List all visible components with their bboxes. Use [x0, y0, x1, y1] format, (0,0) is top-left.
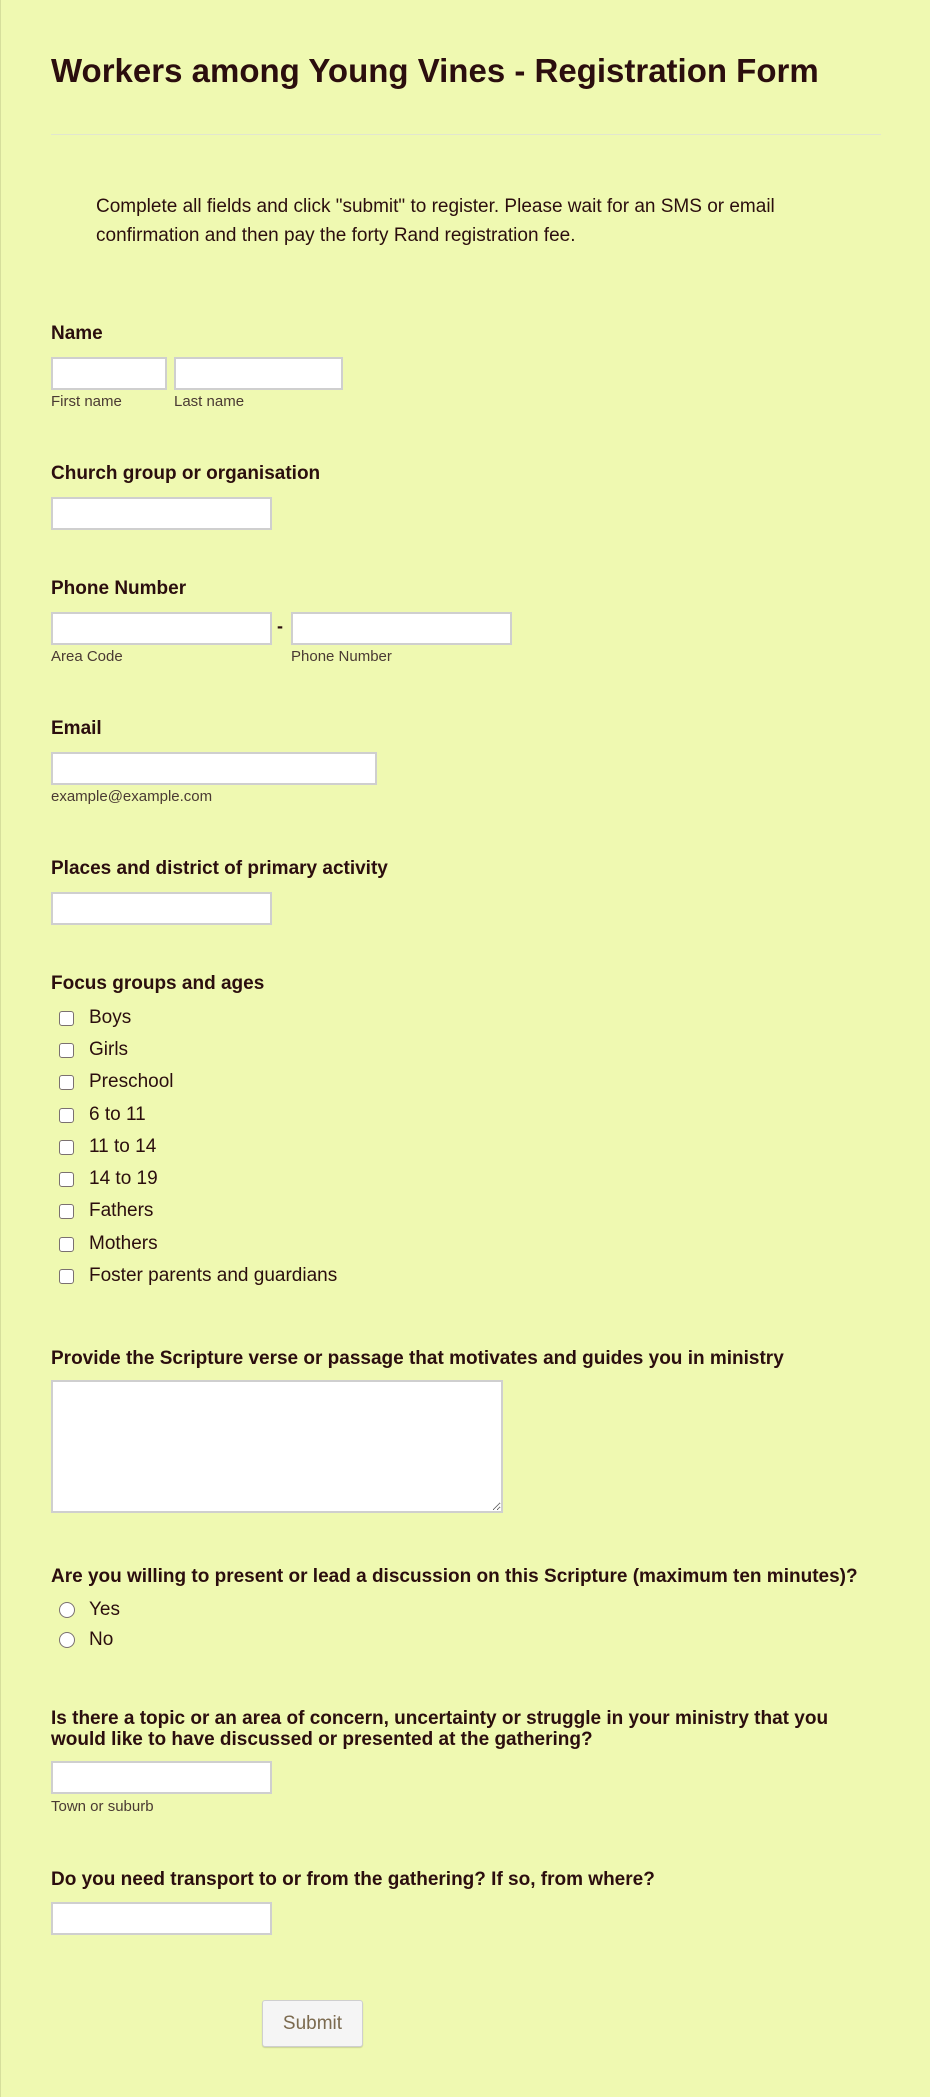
checkbox-option-girls[interactable]: [59, 1038, 128, 1062]
email-input[interactable]: [51, 752, 377, 785]
first-name-sublabel: First name: [51, 393, 122, 410]
option-label: Mothers: [89, 1233, 158, 1254]
checkbox[interactable]: [59, 1075, 74, 1090]
area-code-input[interactable]: [51, 612, 272, 645]
checkbox[interactable]: [59, 1237, 74, 1252]
submit-button[interactable]: Submit: [262, 2000, 363, 2047]
church-label: Church group or organisation: [51, 463, 321, 484]
phone-number-input[interactable]: [291, 612, 512, 645]
first-name-input[interactable]: [51, 357, 167, 390]
option-label: Girls: [89, 1039, 129, 1060]
checkbox-option-foster-parents[interactable]: [59, 1264, 337, 1288]
transport-label: Do you need transport to or from the gathering? If so, from where?: [51, 1869, 655, 1890]
checkbox[interactable]: [59, 1043, 74, 1058]
page-title: Workers among Young Vines - Registration Form: [51, 52, 819, 89]
radio-button[interactable]: [59, 1602, 75, 1618]
radio-option-yes[interactable]: [59, 1598, 120, 1622]
checkbox[interactable]: [59, 1140, 74, 1155]
radio-button[interactable]: [59, 1632, 75, 1648]
name-label: Name: [51, 323, 103, 344]
topic-sublabel: Town or suburb: [51, 1798, 154, 1815]
checkbox-option-14-to-19[interactable]: [59, 1167, 158, 1191]
email-label: Email: [51, 718, 102, 739]
transport-input[interactable]: [51, 1902, 272, 1935]
scripture-label: Provide the Scripture verse or passage that motivates and guides you in ministry: [51, 1348, 784, 1369]
places-label: Places and district of primary activity: [51, 858, 388, 879]
checkbox-option-11-to-14[interactable]: [59, 1135, 156, 1159]
phone-separator: -: [277, 616, 283, 636]
option-label: 11 to 14: [89, 1136, 157, 1157]
title-divider: [51, 134, 881, 135]
checkbox-option-6-to-11[interactable]: [59, 1103, 146, 1127]
checkbox[interactable]: [59, 1011, 74, 1026]
checkbox-option-fathers[interactable]: [59, 1199, 153, 1223]
option-label: Fathers: [89, 1200, 154, 1221]
checkbox-option-preschool[interactable]: [59, 1070, 174, 1094]
topic-input[interactable]: [51, 1761, 272, 1794]
area-code-sublabel: Area Code: [51, 648, 123, 665]
checkbox[interactable]: [59, 1108, 74, 1123]
option-label: Foster parents and guardians: [89, 1265, 338, 1286]
church-input[interactable]: [51, 497, 272, 530]
radio-option-no[interactable]: [59, 1628, 113, 1652]
checkbox-option-mothers[interactable]: [59, 1232, 158, 1256]
phone-label: Phone Number: [51, 578, 187, 599]
email-sublabel: example@example.com: [51, 788, 213, 805]
option-label: 6 to 11: [89, 1104, 146, 1125]
option-label: Yes: [89, 1599, 120, 1620]
last-name-sublabel: Last name: [174, 393, 245, 410]
checkbox[interactable]: [59, 1204, 74, 1219]
form-instructions: Complete all fields and click "submit" to register. Please wait for an SMS or email confirmation and then pay the forty Rand registration fee.: [96, 196, 775, 246]
checkbox-option-boys[interactable]: [59, 1006, 131, 1030]
present-label: Are you willing to present or lead a discussion on this Scripture (maximum ten minutes)?: [51, 1566, 858, 1587]
phone-number-sublabel: Phone Number: [291, 648, 392, 665]
places-input[interactable]: [51, 892, 272, 925]
checkbox[interactable]: [59, 1172, 74, 1187]
scripture-textarea[interactable]: [51, 1380, 503, 1513]
option-label: Boys: [89, 1007, 132, 1028]
option-label: Preschool: [89, 1071, 174, 1092]
topic-label: Is there a topic or an area of concern, uncertainty or struggle in your ministry that you would like to have discussed or presented at the gathering?: [51, 1708, 829, 1750]
last-name-input[interactable]: [174, 357, 343, 390]
checkbox[interactable]: [59, 1269, 74, 1284]
option-label: 14 to 19: [89, 1168, 158, 1189]
focus-groups-label: Focus groups and ages: [51, 973, 265, 994]
option-label: No: [89, 1629, 114, 1650]
